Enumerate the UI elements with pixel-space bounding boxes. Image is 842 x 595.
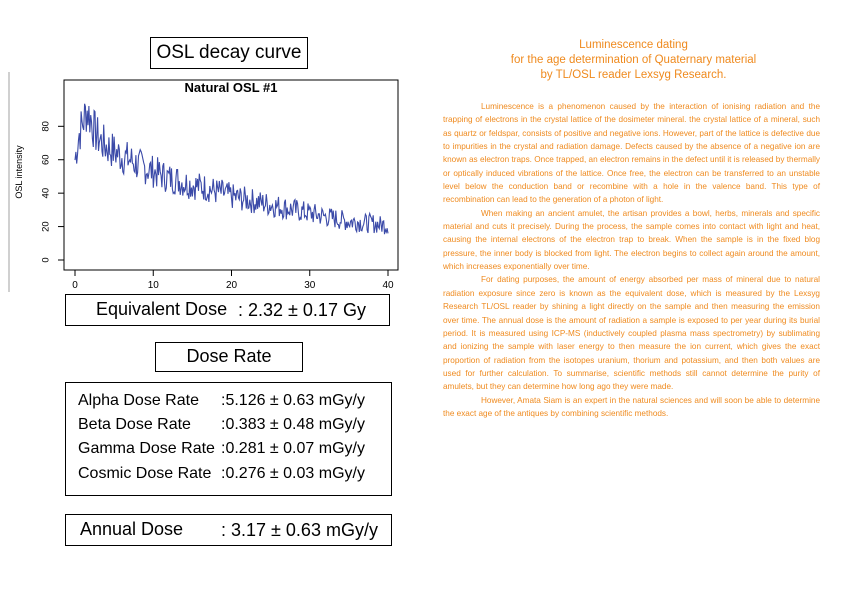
dose-rate-name: Alpha Dose Rate [78,392,199,409]
paragraph: For dating purposes, the amount of energy absorbed per mass of mineral due to natural radiation exposure since zero is known as the equivalent dose, which is measured by the Lexsyg Research TL/OSL reader by shining a light directly on the sample and then measuring the emission over time. The annual dose is the amount of radiation a sample is exposed to per year during its burial period. It is measured using ICP-MS (inductively coupled plasma mass spectrometry) by sublimating and ionizing the sample with laser energy to then measure the ion current, which gives the exact proportion of radiation from the isotopes uranium, thorium and potassium, and then both values are used for further calculation. To summarise, scientific methods still cannot determine the purity of amulets, but they can determine how long ago they were made. [443,275,820,392]
y-axis-label: OSL intensity [14,145,24,199]
osl-decay-curve-title: OSL decay curve [150,37,308,69]
x-tick-label: 10 [147,280,159,291]
plot-frame [64,80,398,270]
y-tick-label: 40 [40,187,52,199]
paragraph: When making an ancient amulet, the artisan provides a bowl, herbs, minerals and specific material and cuts it precisely. During the process, the sample comes into contact with light and heat, causing the internal electrons of the electron trap to break. When the sample is in the fixed blog pressure, the inner body is blocked from light. The electron begins to collect again around the amount, which increases exponentially over time. [443,208,820,272]
dose-rate-table [65,382,392,496]
heading-line-1: Luminescence dating [579,39,688,51]
dose-rate-title: Dose Rate [155,342,303,372]
osl-decay-chart [8,72,408,294]
annual-dose-value: : 3.17 ± 0.63 mGy/y [221,520,378,540]
chart-title: Natural OSL #1 [184,80,278,95]
x-tick-label: 20 [225,280,238,291]
paragraph: However, Amata Siam is an expert in the natural sciences and will soon be able to determine the exact age of the antiques by combining scientific methods. [443,395,820,418]
document-heading [455,38,812,83]
y-tick-label: 60 [40,154,52,166]
dose-rate-value: :0.383 ± 0.48 mGy/y [221,416,365,433]
y-tick-label: 20 [40,221,52,232]
y-tick-label: 0 [40,257,52,263]
x-tick-label: 30 [304,280,316,291]
equivalent-dose-label: Equivalent Dose [96,299,228,319]
paragraph: Luminescence is a phenomenon caused by the interaction of ionising radiation and the trapping of electrons in the crystal lattice of the dosimeter mineral. the crystal lattice of a mineral, such as quartz or feldspar, consists of positive and negative ions. However, part of the lattice is defective due to impurities in the crystal and radiation damage. Defects caused by the absence of a negative ion are known as electron traps. Once trapped, an electron remains in the defect until it is released by thermally or optically induced vibrations of the lattice. Once free, the electron can be transferred to an unstable level below the conduction band or recombine with a hole in the valence band. This type of recombination can lead to the generation of a photon of light. [443,102,820,205]
equivalent-dose-value: : 2.32 ± 0.17 Gy [238,300,366,320]
y-tick-label: 80 [40,121,52,132]
dose-rate-value: :0.276 ± 0.03 mGy/y [221,465,365,482]
dose-rate-value: :0.281 ± 0.07 mGy/y [221,440,365,457]
x-tick-label: 0 [72,280,78,291]
heading-line-2: for the age determination of Quaternary material [510,54,757,66]
annual-dose-label: Annual Dose [80,519,184,539]
annual-dose-box [65,514,392,546]
dose-rate-name: Beta Dose Rate [78,416,191,433]
dose-rate-name: Gamma Dose Rate [78,440,215,457]
dose-rate-value: :5.126 ± 0.63 mGy/y [221,392,365,409]
dose-rate-name: Cosmic Dose Rate [78,465,212,482]
x-tick-label: 40 [382,280,394,291]
osl-series-line [75,104,388,234]
heading-line-3: by TL/OSL reader Lexsyg Research. [540,69,727,81]
equivalent-dose-box [65,294,390,326]
article-body [443,100,820,420]
